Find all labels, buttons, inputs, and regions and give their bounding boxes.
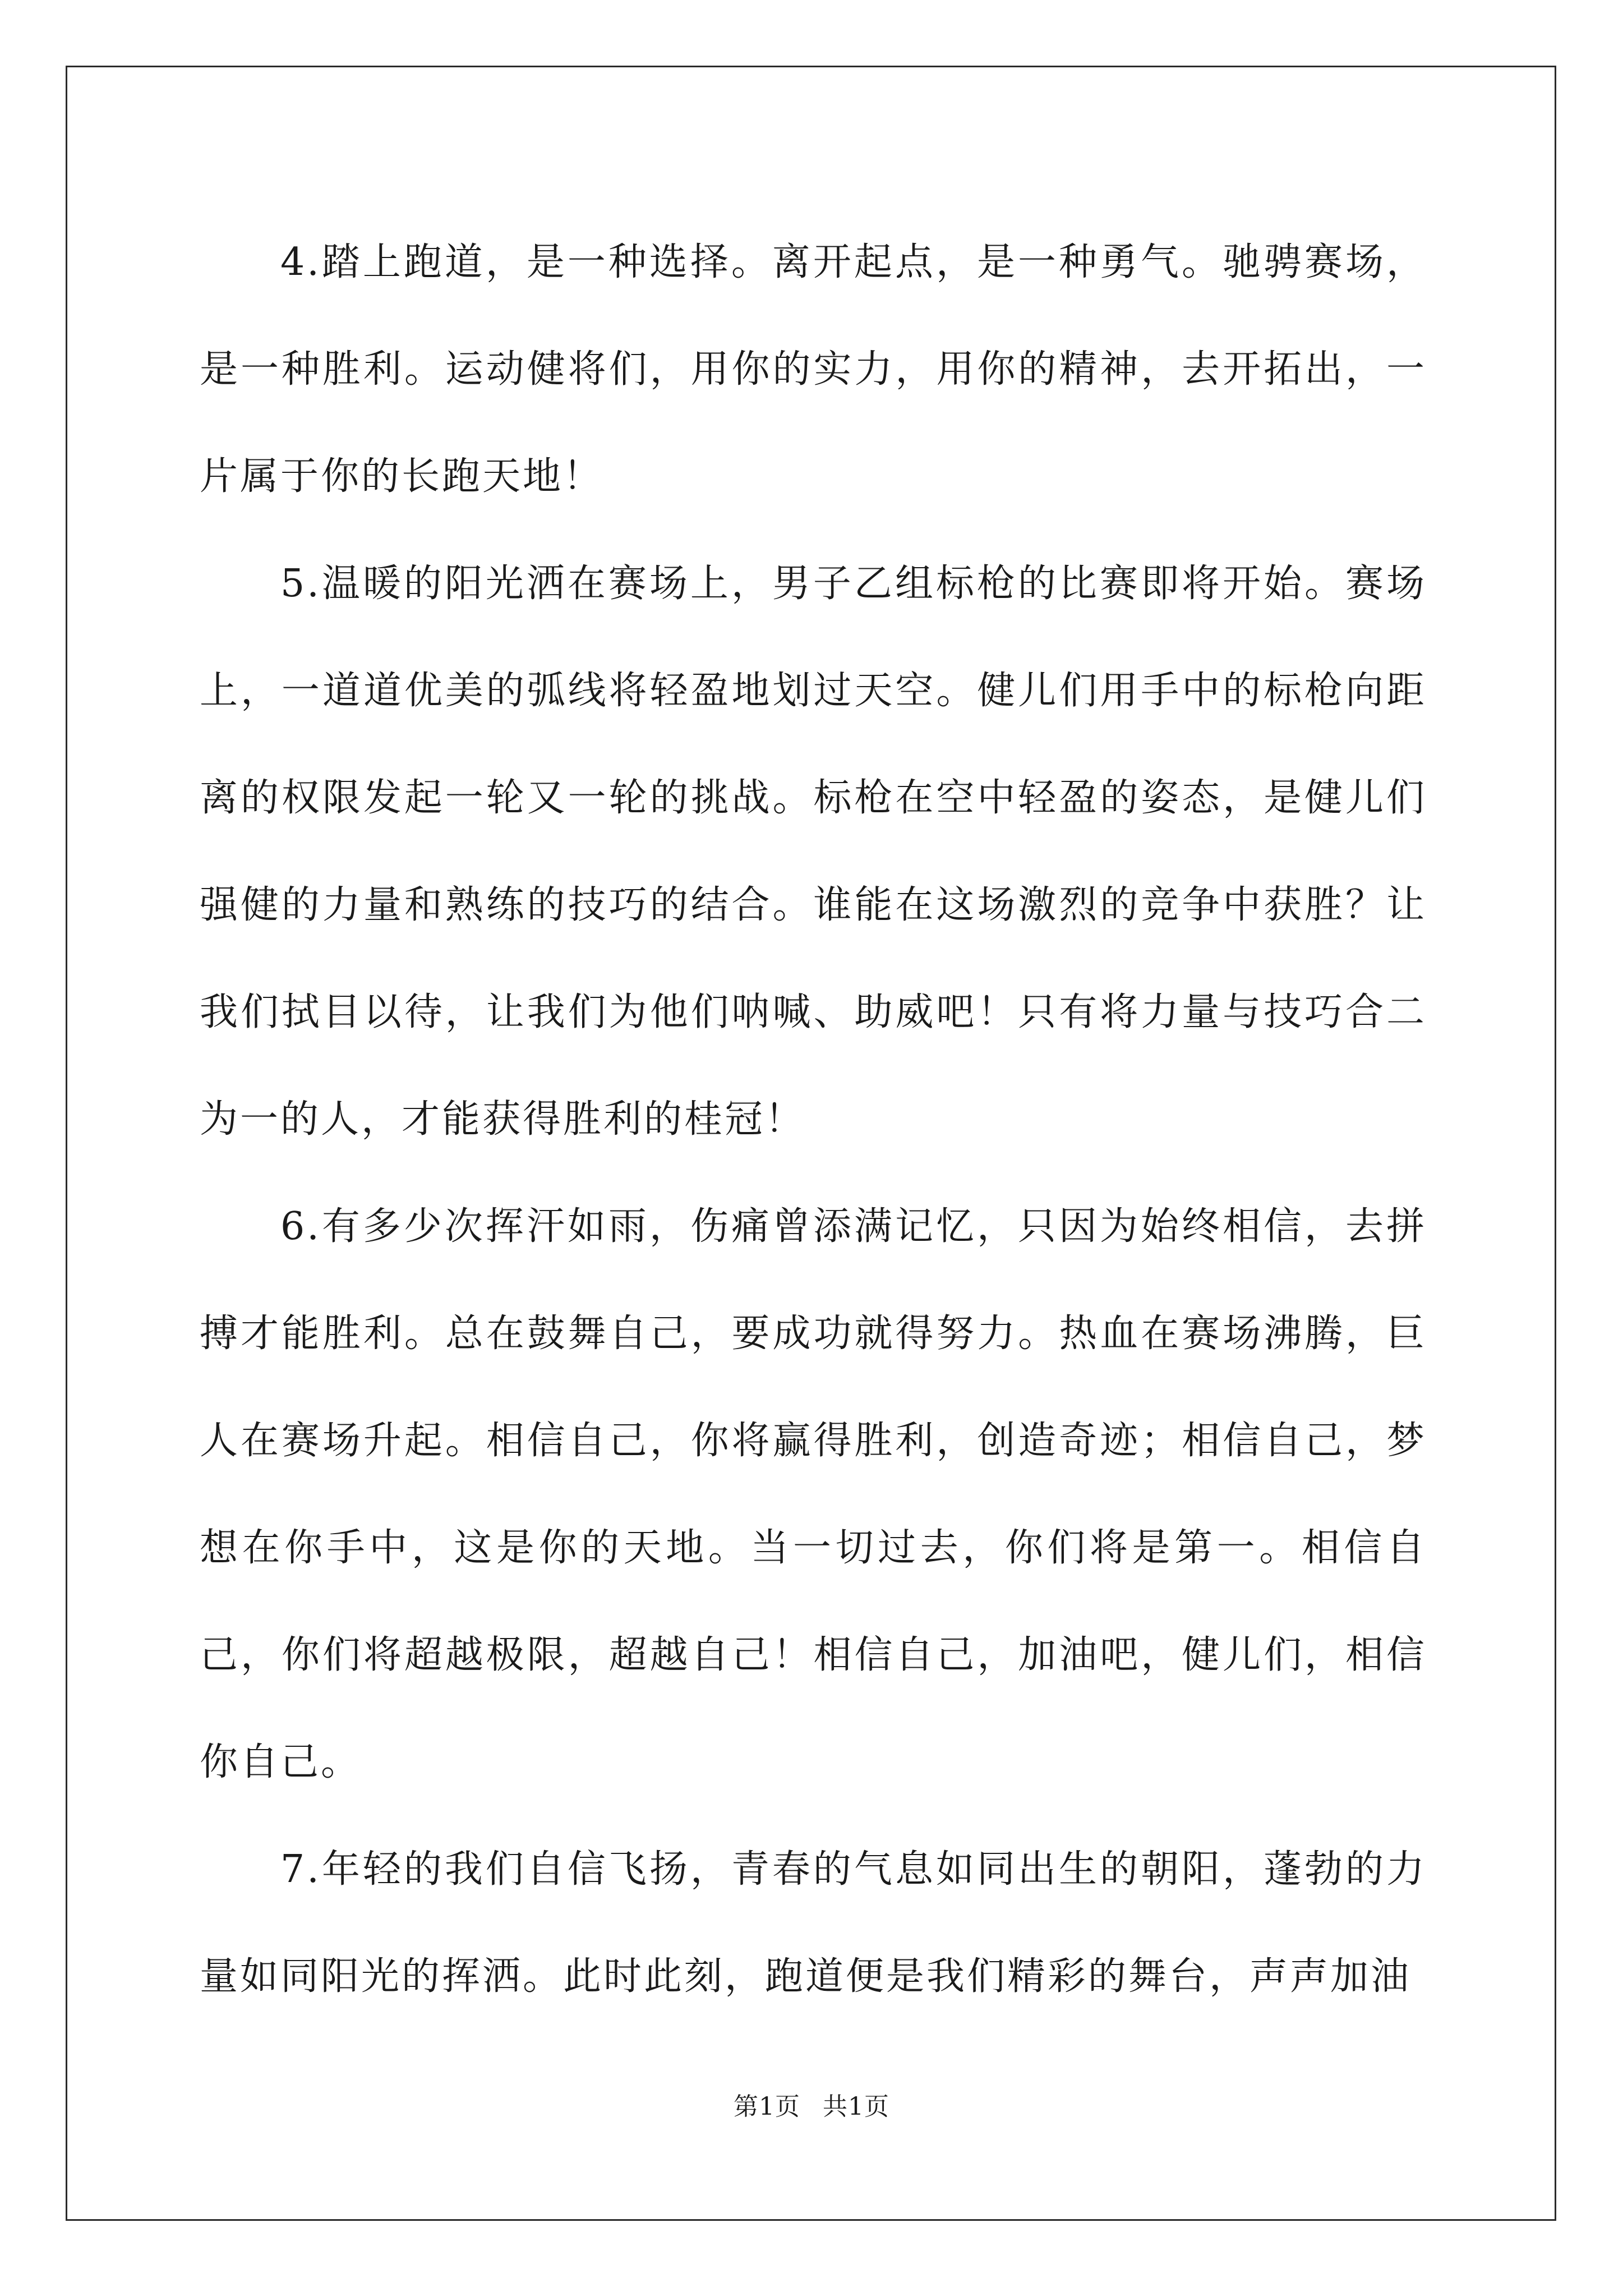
paragraph-4: 4.踏上跑道，是一种选择。离开起点，是一种勇气。驰骋赛场，是一种胜利。运动健将们，用你的实力，用你的精神，去开拓出，一片属于你的长跑天地！	[200, 240, 1427, 499]
paragraph-6: 6.有多少次挥汗如雨，伤痛曾添满记忆，只因为始终相信，去拼搏才能胜利。总在鼓舞自己，要成功就得努力。热血在赛场沸腾，巨人在赛场升起。相信自己，你将赢得胜利，创造奇迹；相信自己，梦想在你手中，这是你的天地。当一切过去，你们将是第一。相信自己，你们将超越极限，超越自己！相信自己，加油吧，健儿们，相信你自己。	[200, 1204, 1427, 1784]
paragraph-7: 7.年轻的我们自信飞扬，青春的气息如同出生的朝阳，蓬勃的力量如同阳光的挥洒。此时此刻，跑道便是我们精彩的舞台，声声加油	[200, 1847, 1427, 1999]
page-number: 第1页	[734, 2092, 800, 2121]
page-total: 共1页	[823, 2092, 889, 2121]
paragraph-5: 5.温暖的阳光洒在赛场上，男子乙组标枪的比赛即将开始。赛场上，一道道优美的弧线将轻盈地划过天空。健儿们用手中的标枪向距离的权限发起一轮又一轮的挑战。标枪在空中轻盈的姿态，是健儿们强健的力量和熟练的技巧的结合。谁能在这场激烈的竞争中获胜？让我们拭目以待，让我们为他们呐喊、助威吧！只有将力量与技巧合二为一的人，才能获得胜利的桂冠！	[200, 562, 1427, 1142]
page-footer	[0, 2086, 1623, 2122]
document-body	[200, 209, 1427, 2030]
